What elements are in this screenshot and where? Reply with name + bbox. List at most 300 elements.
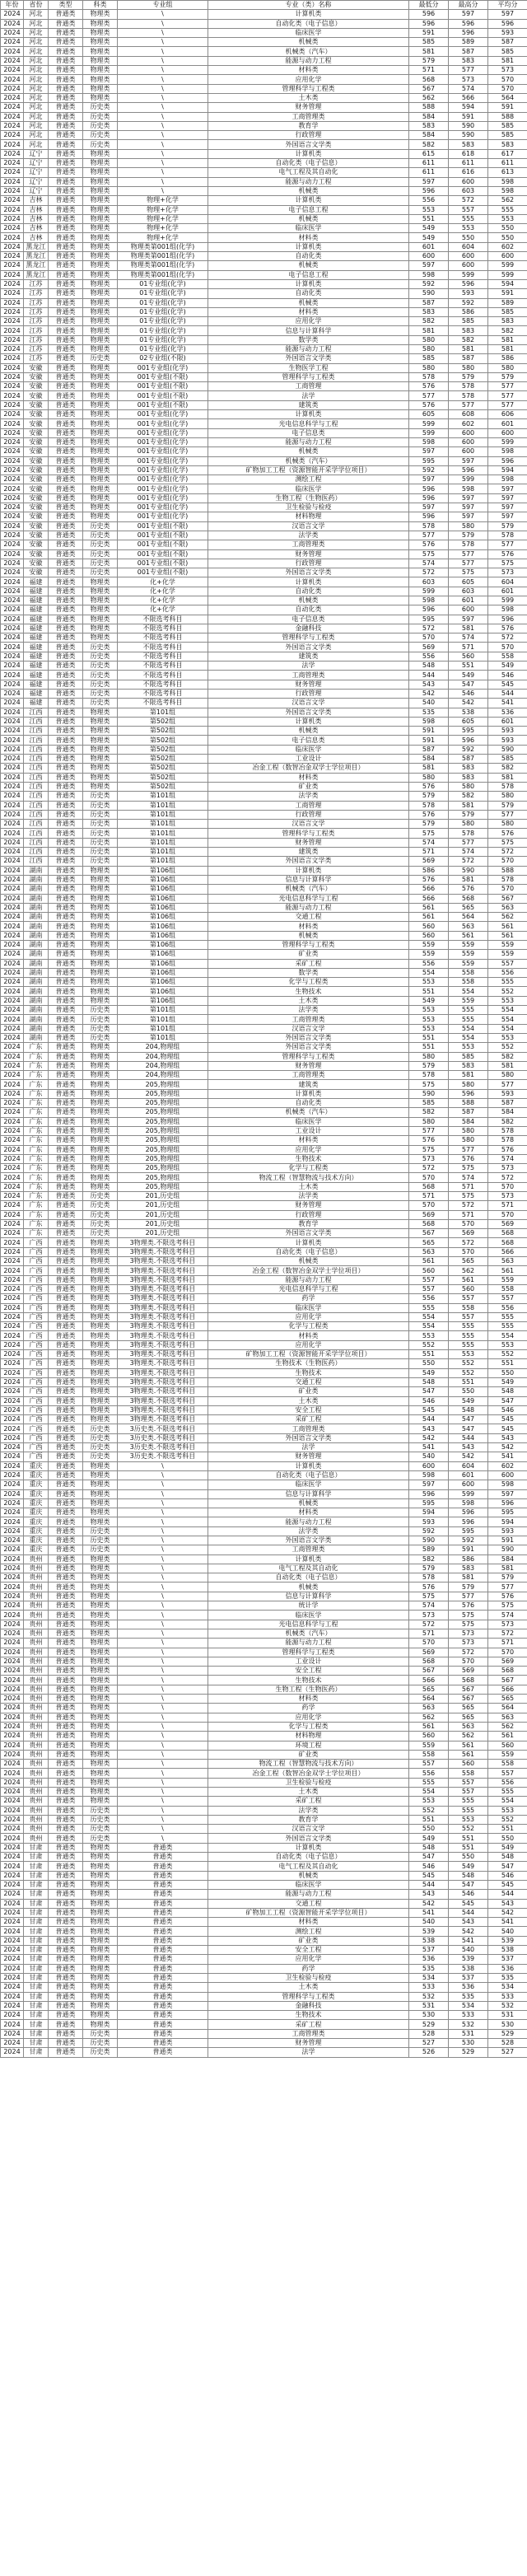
cell-max-score: 573 (449, 75, 488, 84)
cell-type: 普通类 (49, 1340, 83, 1349)
cell-max-score: 581 (449, 1071, 488, 1080)
cell-avg-score: 570 (488, 1182, 527, 1191)
cell-max-score: 559 (449, 940, 488, 949)
cell-max-score: 585 (449, 1052, 488, 1061)
cell-type: 普通类 (49, 671, 83, 680)
cell-major: 矿物加工工程（资源智能开采学学位项目） (208, 1350, 409, 1359)
cell-province: 安徽 (24, 400, 49, 409)
table-row (1, 903, 527, 912)
cell-min-score: 553 (409, 1006, 449, 1015)
cell-year: 2024 (1, 1788, 24, 1797)
table-row (1, 159, 527, 168)
cell-subject-group: \ (118, 93, 208, 102)
cell-province: 福建 (24, 689, 49, 698)
cell-major: 机械类 (208, 727, 409, 736)
cell-major: 光电信息科学与工程 (208, 1284, 409, 1293)
cell-province: 广西 (24, 1368, 49, 1377)
cell-type: 普通类 (49, 1126, 83, 1135)
cell-year: 2024 (1, 1303, 24, 1312)
cell-major: 外国语言文学类 (208, 1043, 409, 1052)
cell-avg-score: 556 (488, 1778, 527, 1787)
cell-subject-group: 001专业组(不限) (118, 372, 208, 381)
cell-avg-score: 544 (488, 1890, 527, 1899)
cell-year: 2024 (1, 894, 24, 903)
cell-max-score: 582 (449, 792, 488, 801)
cell-subject-group: 化+化学 (118, 587, 208, 596)
cell-province: 福建 (24, 699, 49, 708)
cell-min-score: 554 (409, 1788, 449, 1797)
cell-province: 广西 (24, 1294, 49, 1303)
cell-province: 甘肃 (24, 2020, 49, 2029)
cell-year: 2024 (1, 1164, 24, 1173)
cell-year: 2024 (1, 2001, 24, 2010)
cell-subject-group: \ (118, 84, 208, 93)
cell-type: 普通类 (49, 335, 83, 344)
cell-year: 2024 (1, 1443, 24, 1452)
cell-max-score: 573 (449, 1629, 488, 1638)
cell-avg-score: 580 (488, 1071, 527, 1080)
table-row (1, 1108, 527, 1117)
cell-major: 汉语言文学 (208, 699, 409, 708)
cell-major: 交通工程 (208, 1377, 409, 1386)
cell-avg-score: 536 (488, 708, 527, 717)
cell-avg-score: 555 (488, 205, 527, 214)
cell-min-score: 575 (409, 1592, 449, 1601)
cell-avg-score: 572 (488, 633, 527, 643)
cell-avg-score: 549 (488, 662, 527, 671)
cell-province: 甘肃 (24, 1973, 49, 1982)
cell-province: 广东 (24, 1126, 49, 1135)
cell-min-score: 575 (409, 549, 449, 559)
cell-avg-score: 593 (488, 1089, 527, 1098)
cell-major: 土木类 (208, 93, 409, 102)
table-row (1, 400, 527, 409)
cell-min-score: 598 (409, 717, 449, 726)
cell-type: 普通类 (49, 782, 83, 791)
cell-type: 普通类 (49, 577, 83, 587)
cell-major: 生物工程（生物医药） (208, 493, 409, 503)
cell-avg-score: 543 (488, 1433, 527, 1442)
cell-type: 普通类 (49, 1788, 83, 1797)
cell-province: 甘肃 (24, 1908, 49, 1917)
table-row (1, 1368, 527, 1377)
cell-year: 2024 (1, 1704, 24, 1713)
cell-max-score: 576 (449, 1601, 488, 1611)
cell-province: 广西 (24, 1275, 49, 1284)
cell-province: 安徽 (24, 372, 49, 381)
cell-min-score: 603 (409, 577, 449, 587)
table-row (1, 559, 527, 568)
cell-category: 物理类 (83, 1620, 118, 1629)
cell-year: 2024 (1, 447, 24, 456)
cell-category: 历史类 (83, 521, 118, 531)
cell-major: 冶金工程（数智冶金双学士学位项目） (208, 1769, 409, 1778)
cell-year: 2024 (1, 103, 24, 112)
cell-year: 2024 (1, 1508, 24, 1517)
cell-type: 普通类 (49, 931, 83, 940)
cell-type: 普通类 (49, 540, 83, 549)
cell-avg-score: 573 (488, 66, 527, 75)
cell-major: 光电信息科学与工程 (208, 1620, 409, 1629)
cell-avg-score: 594 (488, 465, 527, 475)
cell-year: 2024 (1, 2029, 24, 2038)
cell-subject-group: 第502组 (118, 745, 208, 754)
cell-major: 建筑类 (208, 848, 409, 857)
cell-year: 2024 (1, 177, 24, 186)
cell-min-score: 589 (409, 1545, 449, 1554)
cell-type: 普通类 (49, 1992, 83, 2001)
table-row (1, 112, 527, 121)
table-row (1, 1936, 527, 1945)
cell-avg-score: 577 (488, 382, 527, 391)
cell-max-score: 603 (449, 587, 488, 596)
cell-subject-group: \ (118, 1806, 208, 1815)
cell-year: 2024 (1, 605, 24, 615)
cell-type: 普通类 (49, 1461, 83, 1470)
table-row (1, 643, 527, 652)
cell-max-score: 554 (449, 987, 488, 996)
cell-type: 普通类 (49, 996, 83, 1005)
table-row (1, 1629, 527, 1638)
cell-major: 卫生检验与检疫 (208, 1973, 409, 1982)
cell-subject-group: 第502组 (118, 764, 208, 773)
cell-subject-group: 第106组 (118, 987, 208, 996)
table-row (1, 717, 527, 726)
cell-max-score: 557 (449, 205, 488, 214)
cell-province: 江苏 (24, 317, 49, 326)
table-row (1, 1275, 527, 1284)
cell-max-score: 618 (449, 149, 488, 158)
cell-category: 物理类 (83, 326, 118, 335)
cell-avg-score: 596 (488, 1498, 527, 1508)
cell-year: 2024 (1, 1880, 24, 1889)
cell-year: 2024 (1, 1685, 24, 1694)
cell-max-score: 574 (449, 84, 488, 93)
cell-major: 能源与动力工程 (208, 1639, 409, 1648)
cell-year: 2024 (1, 465, 24, 475)
cell-category: 物理类 (83, 1136, 118, 1145)
table-row (1, 1117, 527, 1126)
table-row (1, 792, 527, 801)
cell-type: 普通类 (49, 196, 83, 205)
cell-province: 湖南 (24, 866, 49, 875)
cell-max-score: 552 (449, 1825, 488, 1834)
cell-year: 2024 (1, 354, 24, 363)
cell-avg-score: 545 (488, 1424, 527, 1433)
cell-year: 2024 (1, 1201, 24, 1210)
cell-type: 普通类 (49, 1899, 83, 1908)
cell-avg-score: 585 (488, 307, 527, 316)
cell-max-score: 547 (449, 1880, 488, 1889)
cell-year: 2024 (1, 596, 24, 605)
cell-province: 江西 (24, 773, 49, 782)
cell-major: 安全工程 (208, 1667, 409, 1676)
cell-min-score: 540 (409, 699, 449, 708)
table-row (1, 1229, 527, 1238)
cell-province: 广东 (24, 1052, 49, 1061)
cell-major: 外国语言文学类 (208, 1229, 409, 1238)
table-row (1, 829, 527, 838)
cell-avg-score: 604 (488, 577, 527, 587)
cell-province: 安徽 (24, 410, 49, 419)
cell-min-score: 596 (409, 1489, 449, 1498)
cell-province: 甘肃 (24, 1946, 49, 1955)
cell-type: 普通类 (49, 662, 83, 671)
cell-subject-group: \ (118, 112, 208, 121)
cell-min-score: 557 (409, 1284, 449, 1293)
cell-max-score: 586 (449, 307, 488, 316)
cell-type: 普通类 (49, 19, 83, 28)
table-row (1, 885, 527, 894)
table-row (1, 2020, 527, 2029)
cell-province: 湖南 (24, 940, 49, 949)
cell-year: 2024 (1, 1229, 24, 1238)
cell-avg-score: 567 (488, 1676, 527, 1685)
cell-category: 物理类 (83, 1461, 118, 1470)
header-avg-score: 平均分 (488, 1, 527, 10)
cell-category: 历史类 (83, 549, 118, 559)
cell-subject-group: 普通类 (118, 1853, 208, 1862)
cell-category: 物理类 (83, 1639, 118, 1648)
cell-type: 普通类 (49, 1396, 83, 1405)
cell-max-score: 538 (449, 708, 488, 717)
table-row (1, 1564, 527, 1573)
cell-subject-group: 3历史类.不限选考科目 (118, 1433, 208, 1442)
cell-type: 普通类 (49, 1955, 83, 1964)
cell-min-score: 530 (409, 2011, 449, 2020)
cell-province: 安徽 (24, 382, 49, 391)
cell-category: 物理类 (83, 410, 118, 419)
table-row (1, 317, 527, 326)
cell-major: 电气工程及其自动化 (208, 1862, 409, 1871)
cell-province: 广西 (24, 1257, 49, 1266)
cell-min-score: 577 (409, 391, 449, 400)
cell-subject-group: 物理类第001组(化学) (118, 242, 208, 251)
cell-subject-group: \ (118, 1648, 208, 1657)
cell-year: 2024 (1, 615, 24, 624)
cell-province: 重庆 (24, 1480, 49, 1489)
cell-type: 普通类 (49, 1368, 83, 1377)
cell-major: 采矿工程 (208, 1797, 409, 1806)
cell-category: 物理类 (83, 1946, 118, 1955)
cell-max-score: 561 (449, 1275, 488, 1284)
cell-min-score: 563 (409, 1704, 449, 1713)
cell-major: 法学类 (208, 792, 409, 801)
table-row (1, 1136, 527, 1145)
table-row (1, 2001, 527, 2010)
table-row (1, 1173, 527, 1182)
cell-type: 普通类 (49, 1732, 83, 1741)
cell-year: 2024 (1, 419, 24, 428)
cell-major: 财务管理 (208, 1061, 409, 1070)
cell-category: 历史类 (83, 1424, 118, 1433)
cell-year: 2024 (1, 75, 24, 84)
cell-avg-score: 541 (488, 699, 527, 708)
cell-province: 贵州 (24, 1815, 49, 1824)
cell-category: 物理类 (83, 1862, 118, 1871)
cell-min-score: 595 (409, 1498, 449, 1508)
cell-type: 普通类 (49, 1834, 83, 1843)
table-row (1, 1899, 527, 1908)
cell-province: 广东 (24, 1061, 49, 1070)
cell-major: 生物医学工程 (208, 363, 409, 372)
table-row (1, 727, 527, 736)
cell-year: 2024 (1, 1526, 24, 1536)
cell-max-score: 555 (449, 1797, 488, 1806)
cell-avg-score: 593 (488, 727, 527, 736)
cell-min-score: 595 (409, 615, 449, 624)
cell-category: 物理类 (83, 1695, 118, 1704)
cell-subject-group: \ (118, 1573, 208, 1583)
cell-category: 历史类 (83, 2048, 118, 2057)
cell-avg-score: 581 (488, 773, 527, 782)
cell-avg-score: 540 (488, 1927, 527, 1936)
cell-min-score: 581 (409, 47, 449, 56)
table-row (1, 1312, 527, 1321)
cell-type: 普通类 (49, 1006, 83, 1015)
cell-min-score: 576 (409, 1583, 449, 1592)
cell-type: 普通类 (49, 829, 83, 838)
table-row (1, 1424, 527, 1433)
cell-avg-score: 578 (488, 531, 527, 540)
table-row (1, 363, 527, 372)
cell-province: 河北 (24, 56, 49, 65)
cell-avg-score: 598 (488, 475, 527, 484)
cell-avg-score: 575 (488, 1601, 527, 1611)
table-row (1, 456, 527, 465)
cell-max-score: 587 (449, 47, 488, 56)
cell-major: 管理科学与工程类 (208, 940, 409, 949)
cell-province: 江西 (24, 745, 49, 754)
cell-max-score: 542 (449, 1452, 488, 1461)
cell-year: 2024 (1, 773, 24, 782)
cell-min-score: 544 (409, 1415, 449, 1424)
table-row (1, 1164, 527, 1173)
cell-avg-score: 572 (488, 1629, 527, 1638)
cell-category: 物理类 (83, 242, 118, 251)
cell-type: 普通类 (49, 1498, 83, 1508)
cell-category: 历史类 (83, 531, 118, 540)
table-row (1, 149, 527, 158)
cell-year: 2024 (1, 717, 24, 726)
table-header-row (1, 1, 527, 10)
cell-min-score: 580 (409, 335, 449, 344)
cell-type: 普通类 (49, 1387, 83, 1396)
cell-min-score: 537 (409, 1946, 449, 1955)
cell-max-score: 558 (449, 978, 488, 987)
cell-avg-score: 542 (488, 1443, 527, 1452)
cell-year: 2024 (1, 47, 24, 56)
cell-min-score: 576 (409, 382, 449, 391)
table-row (1, 1415, 527, 1424)
cell-type: 普通类 (49, 475, 83, 484)
table-row (1, 755, 527, 764)
cell-major: 生物工程（生物医药） (208, 1685, 409, 1694)
cell-type: 普通类 (49, 428, 83, 437)
cell-min-score: 542 (409, 1899, 449, 1908)
table-row (1, 168, 527, 177)
cell-subject-group: \ (118, 1498, 208, 1508)
cell-type: 普通类 (49, 1452, 83, 1461)
cell-type: 普通类 (49, 1713, 83, 1722)
cell-min-score: 551 (409, 987, 449, 996)
table-row (1, 1611, 527, 1620)
cell-avg-score: 591 (488, 103, 527, 112)
table-row (1, 447, 527, 456)
cell-min-score: 570 (409, 1173, 449, 1182)
cell-subject-group: \ (118, 1592, 208, 1601)
cell-major: 金融科技 (208, 624, 409, 633)
cell-min-score: 579 (409, 56, 449, 65)
table-row (1, 857, 527, 866)
cell-max-score: 576 (449, 885, 488, 894)
cell-avg-score: 600 (488, 252, 527, 261)
cell-year: 2024 (1, 968, 24, 977)
cell-min-score: 575 (409, 829, 449, 838)
cell-category: 历史类 (83, 1433, 118, 1442)
table-row (1, 1983, 527, 1992)
cell-subject-group: 普通类 (118, 2011, 208, 2020)
cell-avg-score: 561 (488, 1266, 527, 1275)
cell-major: 药学 (208, 1964, 409, 1973)
cell-year: 2024 (1, 1424, 24, 1433)
cell-min-score: 573 (409, 1611, 449, 1620)
cell-type: 普通类 (49, 1760, 83, 1769)
cell-type: 普通类 (49, 1099, 83, 1108)
cell-province: 甘肃 (24, 2011, 49, 2020)
cell-province: 重庆 (24, 1461, 49, 1470)
cell-avg-score: 596 (488, 456, 527, 465)
cell-year: 2024 (1, 159, 24, 168)
cell-category: 物理类 (83, 66, 118, 75)
cell-type: 普通类 (49, 391, 83, 400)
cell-max-score: 596 (449, 465, 488, 475)
cell-type: 普通类 (49, 736, 83, 745)
cell-avg-score: 580 (488, 820, 527, 829)
cell-category: 物理类 (83, 1247, 118, 1256)
cell-subject-group: 001专业组(不限) (118, 391, 208, 400)
cell-subject-group: \ (118, 1564, 208, 1573)
cell-type: 普通类 (49, 317, 83, 326)
cell-type: 普通类 (49, 140, 83, 149)
cell-min-score: 569 (409, 643, 449, 652)
cell-year: 2024 (1, 1461, 24, 1470)
cell-category: 历史类 (83, 1443, 118, 1452)
cell-min-score: 534 (409, 1973, 449, 1982)
cell-major: 生物技术（生物医药） (208, 1359, 409, 1368)
cell-min-score: 565 (409, 1685, 449, 1694)
cell-avg-score: 589 (488, 298, 527, 307)
cell-subject-group: \ (118, 159, 208, 168)
cell-major: 临床医学 (208, 1480, 409, 1489)
cell-subject-group: \ (118, 1620, 208, 1629)
cell-avg-score: 539 (488, 1936, 527, 1945)
cell-min-score: 541 (409, 1908, 449, 1917)
table-row (1, 1667, 527, 1676)
cell-category: 物理类 (83, 317, 118, 326)
table-row (1, 289, 527, 298)
cell-major: 环境工程 (208, 1741, 409, 1750)
cell-avg-score: 552 (488, 987, 527, 996)
cell-type: 普通类 (49, 857, 83, 866)
cell-category: 物理类 (83, 205, 118, 214)
cell-major: 材料类 (208, 1331, 409, 1340)
cell-type: 普通类 (49, 1219, 83, 1228)
cell-category: 物理类 (83, 1359, 118, 1368)
cell-avg-score: 578 (488, 1126, 527, 1135)
cell-avg-score: 555 (488, 1312, 527, 1321)
cell-max-score: 559 (449, 996, 488, 1005)
